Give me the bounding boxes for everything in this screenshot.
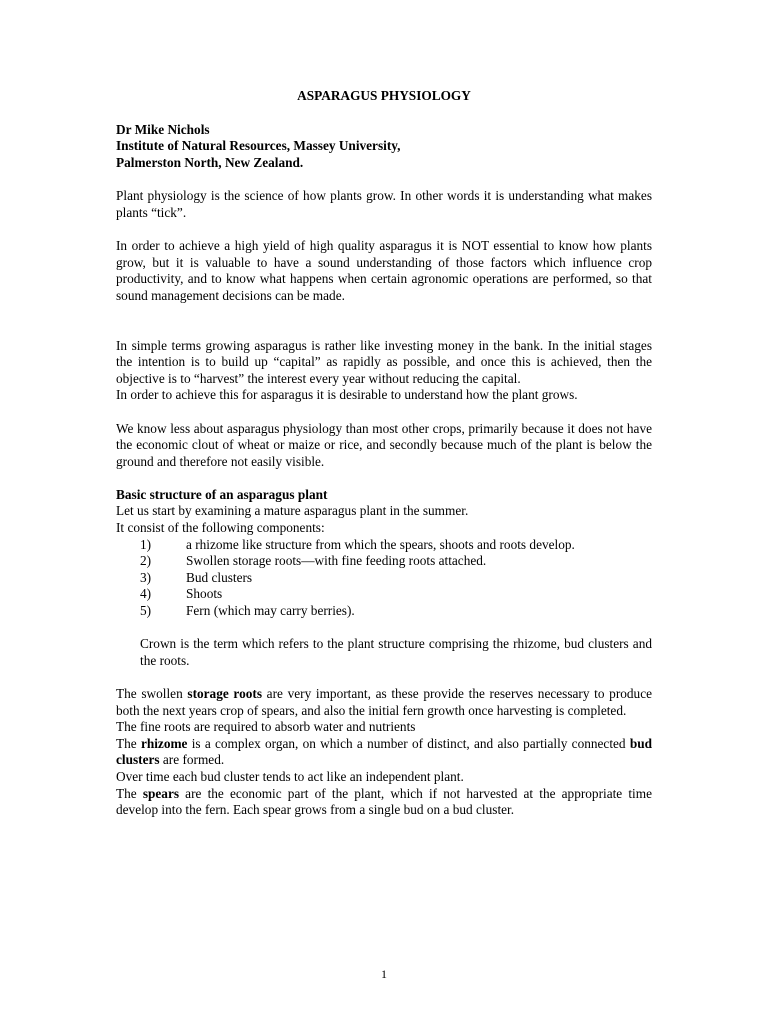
list-item-text: Swollen storage roots—with fine feeding roots attached. — [186, 553, 487, 569]
author-name: Dr Mike Nichols — [116, 121, 210, 137]
paragraph-bud-cluster: Over time each bud cluster tends to act like an independent plant. — [116, 768, 464, 784]
paragraph-rhizome — [116, 736, 652, 769]
author-affiliation-2: Palmerston North, New Zealand. — [116, 154, 304, 170]
list-item-text: Bud clusters — [186, 569, 253, 585]
paragraph-crown: Crown is the term which refers to the plant structure comprising the rhizome, bud clusters and the roots. — [140, 636, 652, 668]
list-item — [116, 570, 652, 587]
paragraph-understand: In order to achieve this for asparagus it is desirable to understand how the plant grows. — [116, 387, 578, 403]
page-number: 1 — [381, 967, 387, 981]
author-block — [116, 122, 652, 172]
text-run: are the economic part of the plant, which if not harvested at the appropriate time develop into the fern. Each spear grows from a single bud on a bud cluster. — [116, 785, 652, 818]
text-run: The swollen — [116, 686, 188, 701]
paragraph-yield: In order to achieve a high yield of high quality asparagus it is NOT essential to know how plants grow, but it is valuable to have a sound understanding of those factors which influence crop productivity, and to know what happens when certain agronomic operations are performed, so that sound management decisions can be made. — [116, 238, 652, 303]
text-run: The — [116, 785, 143, 801]
text-run: are formed. — [159, 752, 225, 768]
list-item-number: 2) — [140, 553, 152, 569]
paragraph-components-intro: It consist of the following components: — [116, 520, 325, 536]
paragraph-bank-analogy: In simple terms growing asparagus is rather like investing money in the bank. In the initial stages the intention is to build up “capital” as rapidly as possible, and once this is achieved, then the objective is to “harvest” the interest every year without reducing the capital. — [116, 337, 652, 386]
components-list — [116, 537, 652, 620]
list-item-number: 4) — [140, 586, 152, 602]
term-rhizome: rhizome — [140, 735, 188, 751]
term-bud-clusters: bud clusters — [116, 735, 653, 768]
author-affiliation-1: Institute of Natural Resources, Massey University, — [116, 138, 401, 154]
document-title: ASPARAGUS PHYSIOLOGY — [297, 88, 471, 103]
list-item-number: 1) — [140, 536, 152, 552]
paragraph-fine-roots: The fine roots are required to absorb water and nutrients — [116, 719, 416, 735]
list-item-text: Shoots — [186, 586, 223, 602]
list-item-number: 5) — [140, 603, 152, 619]
term-storage-roots: storage roots — [187, 686, 262, 701]
document-body — [116, 88, 652, 819]
text-run: The — [116, 735, 141, 751]
list-item-number: 3) — [140, 569, 152, 585]
text-run: is a complex organ, on which a number of distinct, and also partially connected — [187, 735, 630, 751]
term-spears: spears — [142, 785, 180, 801]
text-run: are very important, as these provide the reserves necessary to produce both the next years crop of spears, and also the initial fern growth once harvesting is completed. — [116, 686, 652, 718]
list-item — [116, 537, 652, 554]
list-item — [116, 553, 652, 570]
list-item-text: a rhizome like structure from which the spears, shoots and roots develop. — [186, 536, 575, 552]
list-item — [116, 586, 652, 603]
paragraph-intro: Plant physiology is the science of how plants grow. In other words it is understanding what makes plants “tick”. — [116, 188, 652, 220]
paragraph-examine: Let us start by examining a mature asparagus plant in the summer. — [116, 503, 469, 519]
list-item — [116, 603, 652, 620]
paragraph-spears — [116, 786, 652, 819]
paragraph-knowledge: We know less about asparagus physiology than most other crops, primarily because it does not have the economic clout of wheat or maize or rice, and secondly because much of the plant is below the ground and therefore not easily visible. — [116, 420, 652, 469]
list-item-text: Fern (which may carry berries). — [186, 603, 355, 619]
section-heading: Basic structure of an asparagus plant — [116, 486, 328, 502]
paragraph-storage-roots — [116, 686, 652, 719]
